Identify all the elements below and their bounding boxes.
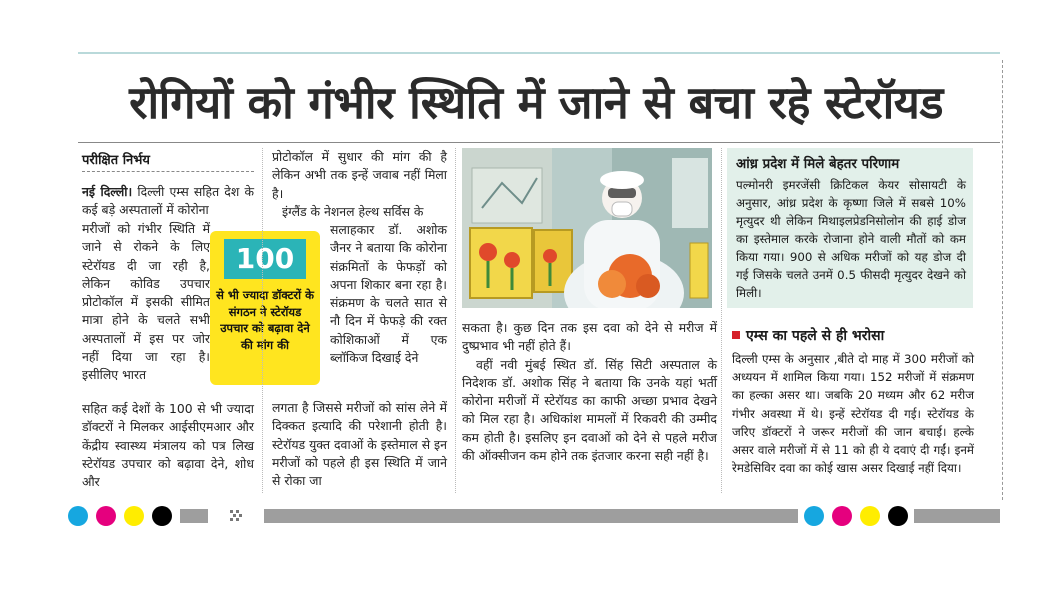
headline: रोगियों को गंभीर स्थिति में जाने से बचा रहे स्टेरॉयड bbox=[129, 76, 943, 129]
column-separator bbox=[262, 148, 263, 493]
black-registration-dot bbox=[888, 506, 908, 526]
col1-narrow bbox=[82, 220, 210, 385]
magenta-registration-dot bbox=[832, 506, 852, 526]
col1-text-bottom: सहित कई देशों के 100 से भी ज्यादा डॉक्टरों ने मिलकर आईसीएमआर और केंद्रीय स्वास्थ्य मंत्रालय को पत्र लिख स्टेरॉयड उपचार को बढ़ावा देने, शोध और bbox=[82, 401, 254, 490]
col1-text-top: दिल्ली एम्स सहित देश के कई बड़े अस्पतालों में कोरोना bbox=[82, 184, 254, 218]
highlight-callout bbox=[210, 231, 320, 385]
section2-body: दिल्ली एम्स के अनुसार ,बीते दो माह में 300 मरीजों को अध्ययन में शामिल किया गया। 152 मरीजों में संक्रमण का हल्का असर था। जबकि 20 मध्यम और 62 मरीज गंभीर अवस्था में थे। इन्हें स्टेरॉयड दी गई। स्टेरॉयड के जरिए डॉक्टरों ने जरूर मरीजों की जान बचाई। हल्के असर वाले मरीजों में से 11 को ही ये दवाएं दी गईं। इनमें रेमडेसिविर दवा का कोई खास असर दिखाई नहीं दिया। bbox=[732, 352, 974, 476]
section2-title: एम्स का पहले से ही भरोसा bbox=[746, 328, 885, 344]
magenta-registration-dot bbox=[96, 506, 116, 526]
column-separator bbox=[721, 148, 722, 493]
col2-bottom bbox=[272, 399, 447, 490]
grey-print-bar bbox=[914, 509, 1000, 523]
icu-photo bbox=[462, 148, 712, 308]
cyan-registration-dot bbox=[804, 506, 824, 526]
sidebar-title: आंध्र प्रदेश में मिले बेहतर परिणाम bbox=[736, 157, 900, 172]
grey-print-bar bbox=[264, 509, 798, 523]
sidebar-body: पल्मोनरी इमरजेंसी क्रिटिकल केयर सोसायटी के अनुसार, आंध्र प्रदेश के कृष्णा जिले में सबसे 10% मृत्युदर थी लेकिन मिथाइलप्रेडनिसोलोन की हाई डोज का इस्तेमाल करके रोजाना होने वाली मौतों को कम किया गया। 900 से अधिक मरीजों को यह डोज दी गई जिसके चलते उनमें 0.5 फीसदी मृत्युदर देखने को मिली। bbox=[736, 178, 966, 300]
callout-text: से भी ज्यादा डॉक्टरों के संगठन ने स्टेरॉयड उपचार को बढ़ावा देने की मांग की bbox=[216, 288, 314, 352]
headline-rule bbox=[78, 142, 1000, 143]
col2-text-bottom: लगता है जिससे मरीजों को सांस लेने में दिक्कत इत्यादि की परेशानी होती है। स्टेरॉयड युक्त दवाओं के इस्तेमाल से इन मरीजों को पहले ही इस स्थिति में जाने से रोका जा bbox=[272, 400, 447, 489]
section2-heading bbox=[732, 326, 884, 345]
right-cut-line bbox=[1002, 60, 1003, 500]
red-square-bullet-icon bbox=[732, 331, 740, 339]
col1-bottom bbox=[82, 400, 254, 491]
top-rule bbox=[78, 52, 1000, 54]
col3-para1: सकता है। कुछ दिन तक इस दवा को देने से मरीज में दुष्प्रभाव भी नहीं होते हैं। bbox=[462, 320, 717, 354]
icu-photo-illustration bbox=[462, 148, 712, 308]
col3-para2: वहीं नवी मुंबई स्थित डॉ. सिंह सिटी अस्पताल के निदेशक डॉ. अशोक सिंह ने बताया कि उनके यहां भर्ती कोरोना मरीजों में स्टेरॉयड का काफी अच्छा प्रभाव देखने को मिल रहा है। अधिकांश मामलों में रिकवरी की उम्मीद कम होती है। इसलिए इन दवाओं को देने से पहले मरीज की ऑक्सीजन कम होने तक इंतजार करना सही नहीं है। bbox=[462, 356, 717, 464]
crosshatch-mark-icon bbox=[229, 509, 243, 523]
col1-top bbox=[82, 183, 254, 220]
cyan-registration-dot bbox=[68, 506, 88, 526]
dateline: नई दिल्ली। bbox=[82, 184, 133, 199]
yellow-registration-dot bbox=[860, 506, 880, 526]
black-registration-dot bbox=[152, 506, 172, 526]
grey-print-bar bbox=[180, 509, 208, 523]
byline: परीक्षित निर्भय bbox=[82, 153, 150, 168]
col2-top bbox=[272, 148, 447, 221]
sidebar-box bbox=[727, 148, 973, 308]
col1-text-narrow: मरीजों को गंभीर स्थिति में जाने से रोकने के लिए स्टेरॉयड दी जा रही है, लेकिन कोविड उपचार प्रोटोकॉल में इसकी सीमित मात्रा होने के चलते सभी अस्पतालों में इस पर जोर नहीं दिया जा रहा है। इसीलिए भारत bbox=[82, 221, 210, 383]
col2-text-top: प्रोटोकॉल में सुधार की मांग की है लेकिन अभी तक इन्हें जवाब नहीं मिला है। bbox=[272, 149, 447, 201]
col3 bbox=[462, 319, 717, 465]
col2-text-narrow: सलाहकार डॉ. अशोक जैनर ने बताया कि कोरोना संक्रमितों के फेफड़ों को अपना शिकार बना रहा है। संक्रमण के चलते सात से नौ दिन में फेफड़े की रक्त कोशिकाओं में एक ब्लॉकिज दिखाई देने bbox=[330, 222, 447, 366]
callout-number: 100 bbox=[224, 239, 306, 279]
col2-text-top2: इंग्लैंड के नेशनल हेल्थ सर्विस के bbox=[282, 203, 424, 219]
col2-narrow bbox=[330, 221, 447, 367]
yellow-registration-dot bbox=[124, 506, 144, 526]
byline-rule bbox=[82, 171, 254, 172]
column-separator bbox=[455, 148, 456, 493]
